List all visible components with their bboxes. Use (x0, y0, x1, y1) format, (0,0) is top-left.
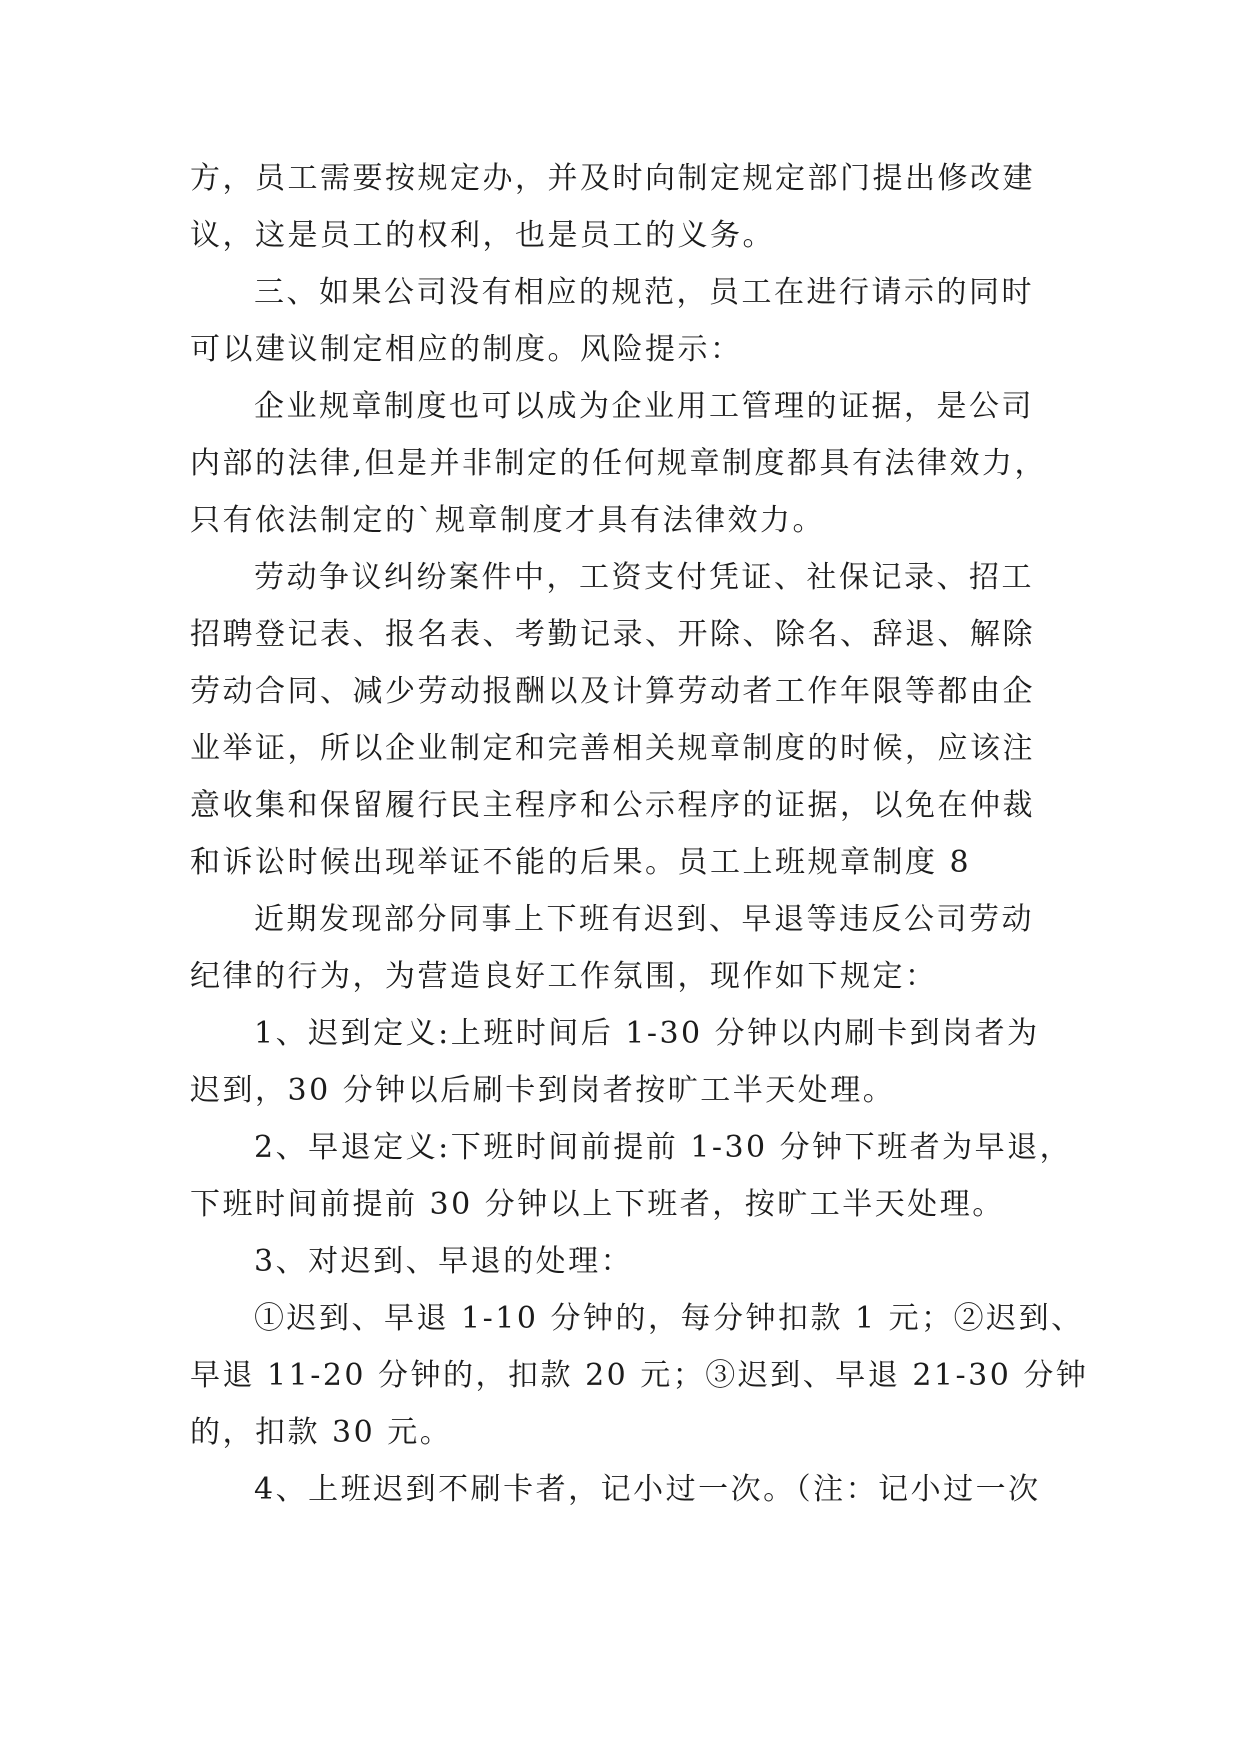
text-line: 2、早退定义:下班时间前提前 1-30 分钟下班者为早退， (254, 1130, 1073, 1165)
text-line: 4、上班迟到不刷卡者，记小过一次。（注：记小过一次 (254, 1472, 1041, 1507)
text-line: 招聘登记表、报名表、考勤记录、开除、除名、辞退、解除 (190, 617, 1035, 652)
text-line: 3、对迟到、早退的处理： (254, 1244, 634, 1279)
text-line: 业举证，所以企业制定和完善相关规章制度的时候，应该注 (190, 731, 1035, 766)
text-line: 1、迟到定义:上班时间后 1-30 分钟以内刷卡到岗者为 (254, 1016, 1040, 1051)
text-line: 企业规章制度也可以成为企业用工管理的证据，是公司 (254, 389, 1034, 424)
text-line: 劳动争议纠纷案件中，工资支付凭证、社保记录、招工 (254, 560, 1034, 595)
text-line: 可以建议制定相应的制度。风险提示： (190, 332, 743, 367)
text-line: 和诉讼时候出现举证不能的后果。员工上班规章制度 8 (190, 845, 972, 880)
text-line: 近期发现部分同事上下班有迟到、早退等违反公司劳动 (254, 902, 1034, 937)
text-line: 的，扣款 30 元。 (190, 1415, 453, 1450)
text-line: 方，员工需要按规定办，并及时向制定规定部门提出修改建 (190, 161, 1035, 196)
document-body (190, 150, 1089, 1518)
text-line: 纪律的行为，为营造良好工作氛围，现作如下规定： (190, 959, 938, 994)
text-line: 三、如果公司没有相应的规范，员工在进行请示的同时 (254, 275, 1034, 310)
text-line: 议，这是员工的权利，也是员工的义务。 (190, 218, 775, 253)
text-line: ①迟到、早退 1-10 分钟的，每分钟扣款 1 元；②迟到、 (254, 1301, 1084, 1336)
text-line: 内部的法律,但是并非制定的任何规章制度都具有法律效力， (190, 446, 1048, 481)
text-line: 下班时间前提前 30 分钟以上下班者，按旷工半天处理。 (190, 1187, 1005, 1222)
text-line: 迟到，30 分钟以后刷卡到岗者按旷工半天处理。 (190, 1073, 896, 1108)
text-line: 意收集和保留履行民主程序和公示程序的证据，以免在仲裁 (190, 788, 1035, 823)
text-line: 劳动合同、减少劳动报酬以及计算劳动者工作年限等都由企 (190, 674, 1035, 709)
text-line: 早退 11-20 分钟的，扣款 20 元；③迟到、早退 21-30 分钟 (190, 1358, 1089, 1393)
text-line: 只有依法制定的`规章制度才具有法律效力。 (190, 503, 825, 538)
